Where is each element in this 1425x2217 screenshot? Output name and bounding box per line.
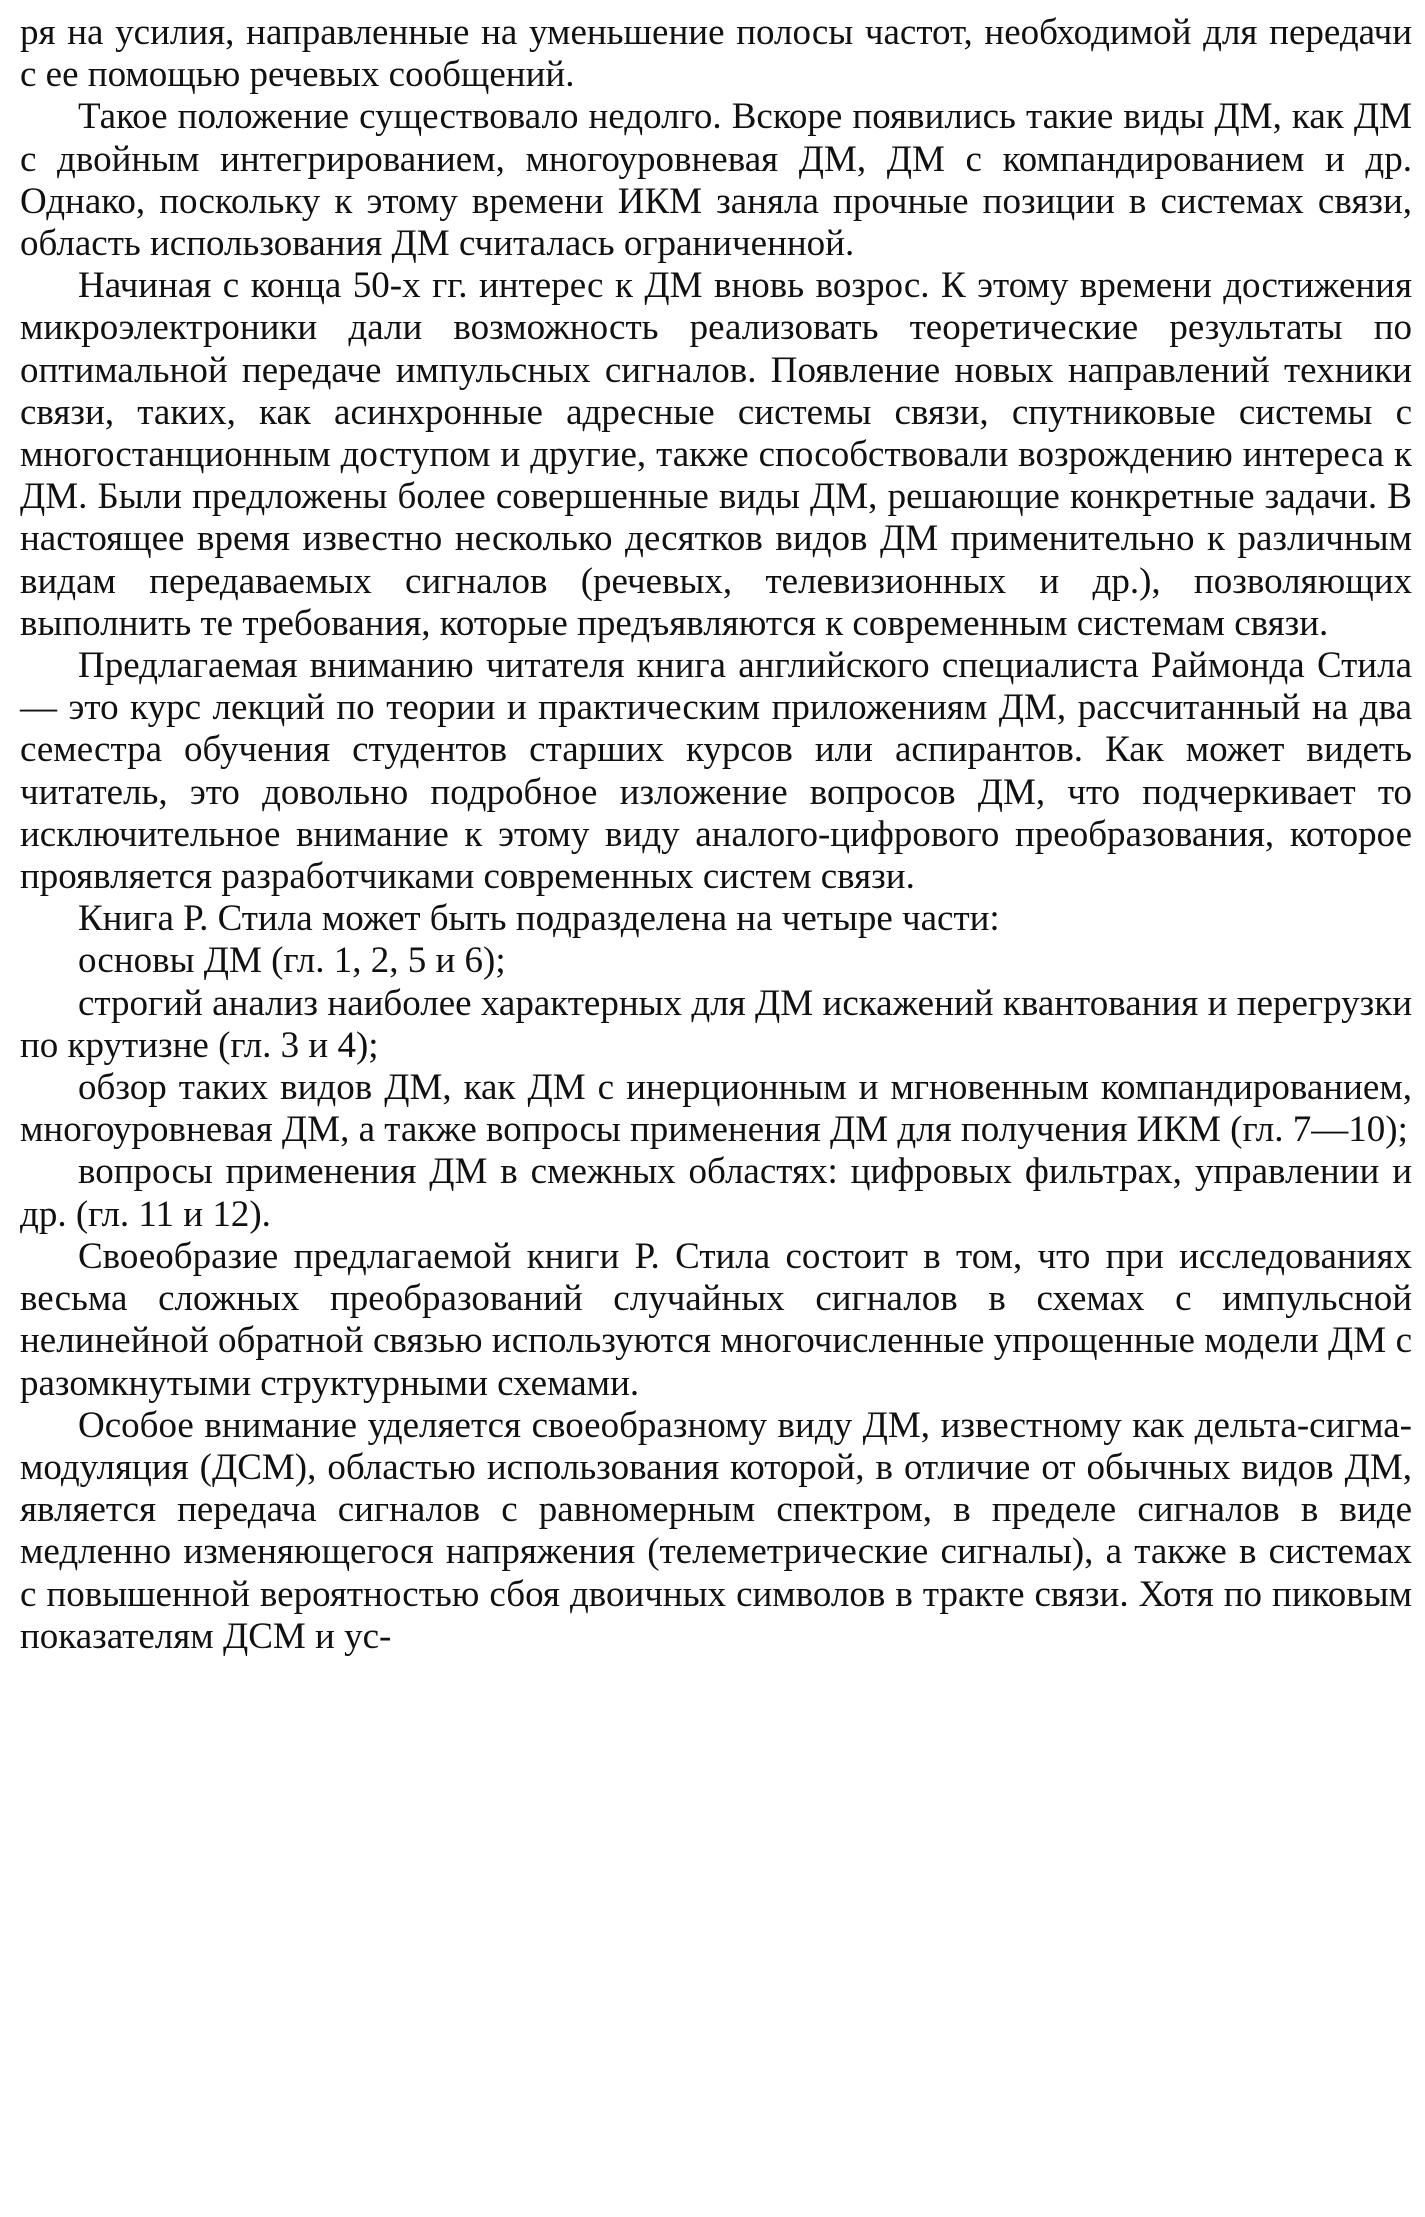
- book-page: [20, 12, 1412, 1658]
- parts-intro: Книга Р. Стила может быть подразделена на четыре части:: [78, 898, 1000, 940]
- list-item: обзор таких видов ДМ, как ДМ с инерционным и мгновенным компандированием, многоуровневая ДМ, а также вопросы применения ДМ для получения ИКМ (гл. 7—10);: [20, 1067, 1412, 1151]
- paragraph-originality: Своеобразие предлагаемой книги Р. Стила состоит в том, что при исследованиях весьма сложных преобразований случайных сигналов в схемах с импульсной нелинейной обратной связью используются многочисленные упрощенные модели ДМ с разомкнутыми структурными схемами.: [20, 1235, 1412, 1404]
- paragraph-history: Такое положение существовало недолго. Вскоре появились такие виды ДМ, как ДМ с двойным интегрированием, многоуровневая ДМ, ДМ с компандированием и др. Однако, поскольку к этому времени ИКМ заняла прочные позиции в системах связи, область использования ДМ считалась ограниченной.: [20, 96, 1412, 265]
- paragraph-continued: ря на усилия, направленные на уменьшение полосы частот, необходимой для передачи с ее помощью речевых сообщений.: [20, 12, 1412, 96]
- list-item: вопросы применения ДМ в смежных областях: цифровых фильтрах, управлении и др. (гл. 11 и 12).: [20, 1151, 1412, 1235]
- paragraph-revival: Начиная с конца 50-х гг. интерес к ДМ вновь возрос. К этому времени достижения микроэлектроники дали возможность реализовать теоретические результаты по оптимальной передаче импульсных сигналов. Появление новых направлений техники связи, таких, как асинхронные адресные системы связи, спутниковые системы с многостанционным доступом и другие, также способствовали возрождению интереса к ДМ. Были предложены более совершенные виды ДМ, решающие конкретные задачи. В настоящее время известно несколько десятков видов ДМ применительно к различным видам передаваемых сигналов (речевых, телевизионных и др.), позволяющих выполнить те требования, которые предъявляются к современным системам связи.: [20, 265, 1412, 644]
- paragraph-dsm: Особое внимание уделяется своеобразному виду ДМ, известному как дельта-сигма-модуляция (ДСМ), областью использования которой, в отличие от обычных видов ДМ, является передача сигналов с равномерным спектром, в пределе сигналов в виде медленно изменяющегося напряжения (телеметрические сигналы), а также в системах с повышенной вероятностью сбоя двоичных символов в тракте связи. Хотя по пиковым показателям ДСМ и ус-: [20, 1404, 1412, 1657]
- list-item: основы ДМ (гл. 1, 2, 5 и 6);: [78, 940, 506, 982]
- list-item: строгий анализ наиболее характерных для ДМ искажений квантования и перегрузки по крутизне (гл. 3 и 4);: [20, 982, 1412, 1066]
- paragraph-book-intro: Предлагаемая вниманию читателя книга английского специалиста Раймонда Стила — это курс лекций по теории и практическим приложениям ДМ, рассчитанный на два семестра обучения студентов старших курсов или аспирантов. Как может видеть читатель, это довольно подробное изложение вопросов ДМ, что подчеркивает то исключительное внимание к этому виду аналого-цифрового преобразования, которое проявляется разработчиками современных систем связи.: [20, 645, 1412, 898]
